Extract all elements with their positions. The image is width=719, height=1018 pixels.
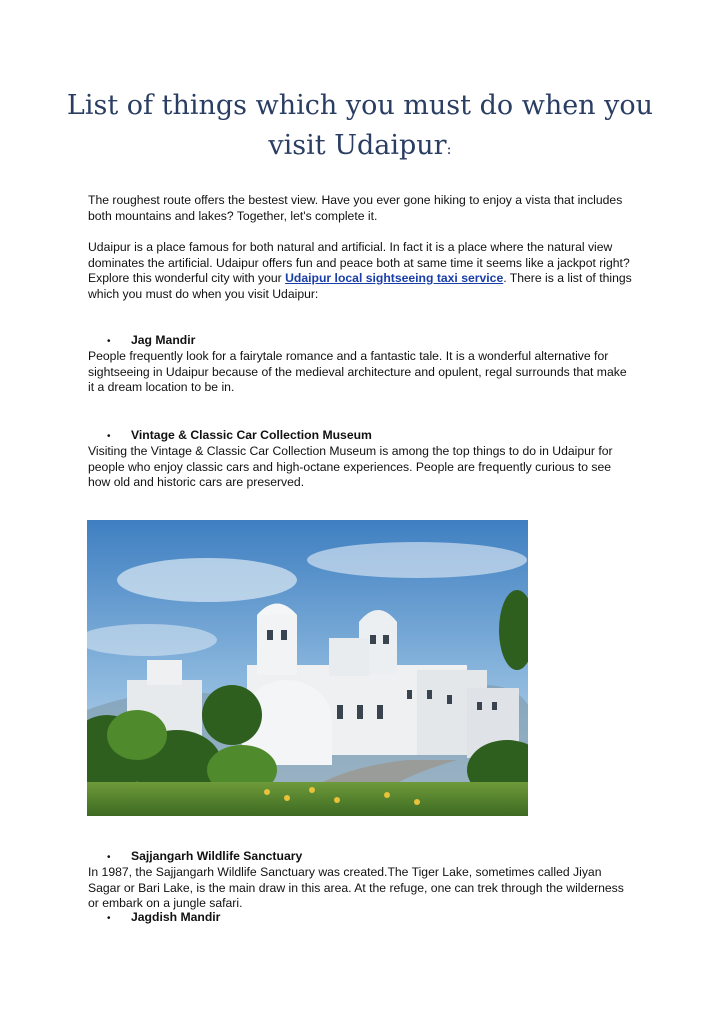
intro-paragraph-2-start: Udaipur is a place famous for both natural and artificial. In fact it is a place where the natural view dominates the artificial. Udaipur offers fun and peace both at same time it seems like a jackpot right? Explore this wonderful city with your (88, 240, 630, 285)
list-item-text: In 1987, the Sajjangarh Wildlife Sanctuary was created.The Tiger Lake, sometimes called Jiyan Sagar or Bari Lake, is the main draw in this area. At the refuge, one can trek through the wilderness or embark on a jungle safari. (88, 865, 624, 910)
heading-jagdish-mandir: Jagdish Mandir (131, 910, 221, 924)
intro-paragraph-1: The roughest route offers the bestest view. Have you ever gone hiking to enjoy a vista that includes both mountains and lakes? Together, let's complete it. (88, 193, 623, 223)
bullet-icon: • (107, 913, 111, 924)
list-item-heading (107, 428, 372, 445)
bullet-icon: • (107, 431, 111, 442)
list-item-text: People frequently look for a fairytale romance and a fantastic tale. It is a wonderful alternative for sightseeing in Udaipur because of the medieval architecture and opulent, regal surrounds that make it a dream location to be in. (88, 349, 627, 394)
intro-paragraph-2 (88, 240, 633, 302)
heading-car-museum: Vintage & Classic Car Collection Museum (131, 428, 372, 442)
heading-sajjangarh: Sajjangarh Wildlife Sanctuary (131, 849, 303, 863)
sightseeing-taxi-link[interactable]: Udaipur local sightseeing taxi service (285, 271, 504, 285)
page-title-text: List of things which you must do when you visit Udaipur (66, 90, 654, 161)
palace-photo (87, 520, 528, 816)
page-title (60, 86, 660, 169)
page-title-colon: : (446, 140, 452, 158)
list-item-heading (107, 910, 220, 927)
heading-jag-mandir: Jag Mandir (131, 333, 196, 347)
intro-paragraph-2-end: . There is a list of things which you must do when you visit Udaipur: (88, 271, 632, 301)
bullet-icon: • (107, 336, 111, 347)
palace-illustration (87, 520, 528, 816)
list-item-heading (107, 333, 195, 350)
list-item-text: Visiting the Vintage & Classic Car Collection Museum is among the top things to do in Udaipur for people who enjoy classic cars and high-octane experiences. People are frequently curious to see how old and historic cars are preserved. (88, 444, 613, 489)
bullet-icon: • (107, 852, 111, 863)
list-item-heading (107, 849, 302, 866)
